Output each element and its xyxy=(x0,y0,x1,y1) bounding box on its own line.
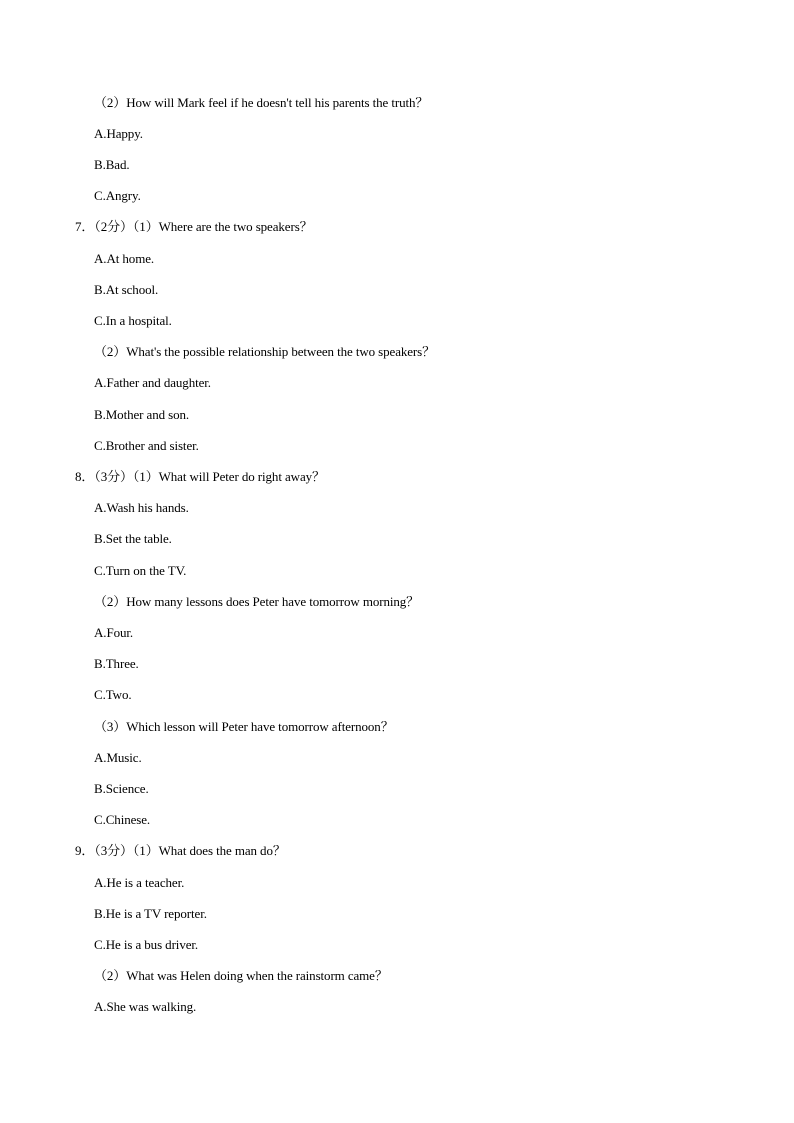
option-8-3-a: A.Music. xyxy=(94,750,142,765)
option-6-2-c: C.Angry. xyxy=(94,188,141,203)
option-7-1-c: C.In a hospital. xyxy=(94,313,172,328)
question-7-part-2: （2）What's the possible relationship between the two speakers？ xyxy=(94,344,436,359)
option-7-2-c: C.Brother and sister. xyxy=(94,438,199,453)
question-9-part-1: 9．（3分）（1）What does the man do？ xyxy=(75,843,286,858)
question-7-part-1: 7．（2分）（1）Where are the two speakers？ xyxy=(75,219,313,234)
option-9-1-a: A.He is a teacher. xyxy=(94,875,185,890)
option-8-3-c: C.Chinese. xyxy=(94,812,151,827)
option-6-2-b: B.Bad. xyxy=(94,157,130,172)
question-8-part-2: （2）How many lessons does Peter have tomorrow morning？ xyxy=(94,594,420,609)
option-8-2-c: C.Two. xyxy=(94,687,132,702)
option-7-1-b: B.At school. xyxy=(94,282,159,297)
option-8-1-c: C.Turn on the TV. xyxy=(94,563,187,578)
option-7-2-a: A.Father and daughter. xyxy=(94,375,211,390)
option-8-1-a: A.Wash his hands. xyxy=(94,500,189,515)
option-8-2-b: B.Three. xyxy=(94,656,139,671)
option-8-3-b: B.Science. xyxy=(94,781,149,796)
option-9-1-c: C.He is a bus driver. xyxy=(94,937,199,952)
option-9-1-b: B.He is a TV reporter. xyxy=(94,906,207,921)
question-9-part-2: （2）What was Helen doing when the rainstorm came？ xyxy=(94,968,388,983)
option-6-2-a: A.Happy. xyxy=(94,126,143,141)
option-9-2-a: A.She was walking. xyxy=(94,999,197,1014)
question-8-part-1: 8．（3分）（1）What will Peter do right away？ xyxy=(75,469,325,484)
option-7-2-b: B.Mother and son. xyxy=(94,407,190,422)
question-8-part-3: （3）Which lesson will Peter have tomorrow afternoon？ xyxy=(94,719,394,734)
option-7-1-a: A.At home. xyxy=(94,251,155,266)
option-8-2-a: A.Four. xyxy=(94,625,134,640)
option-8-1-b: B.Set the table. xyxy=(94,531,172,546)
question-6-part-2: （2）How will Mark feel if he doesn't tell his parents the truth？ xyxy=(94,95,429,110)
